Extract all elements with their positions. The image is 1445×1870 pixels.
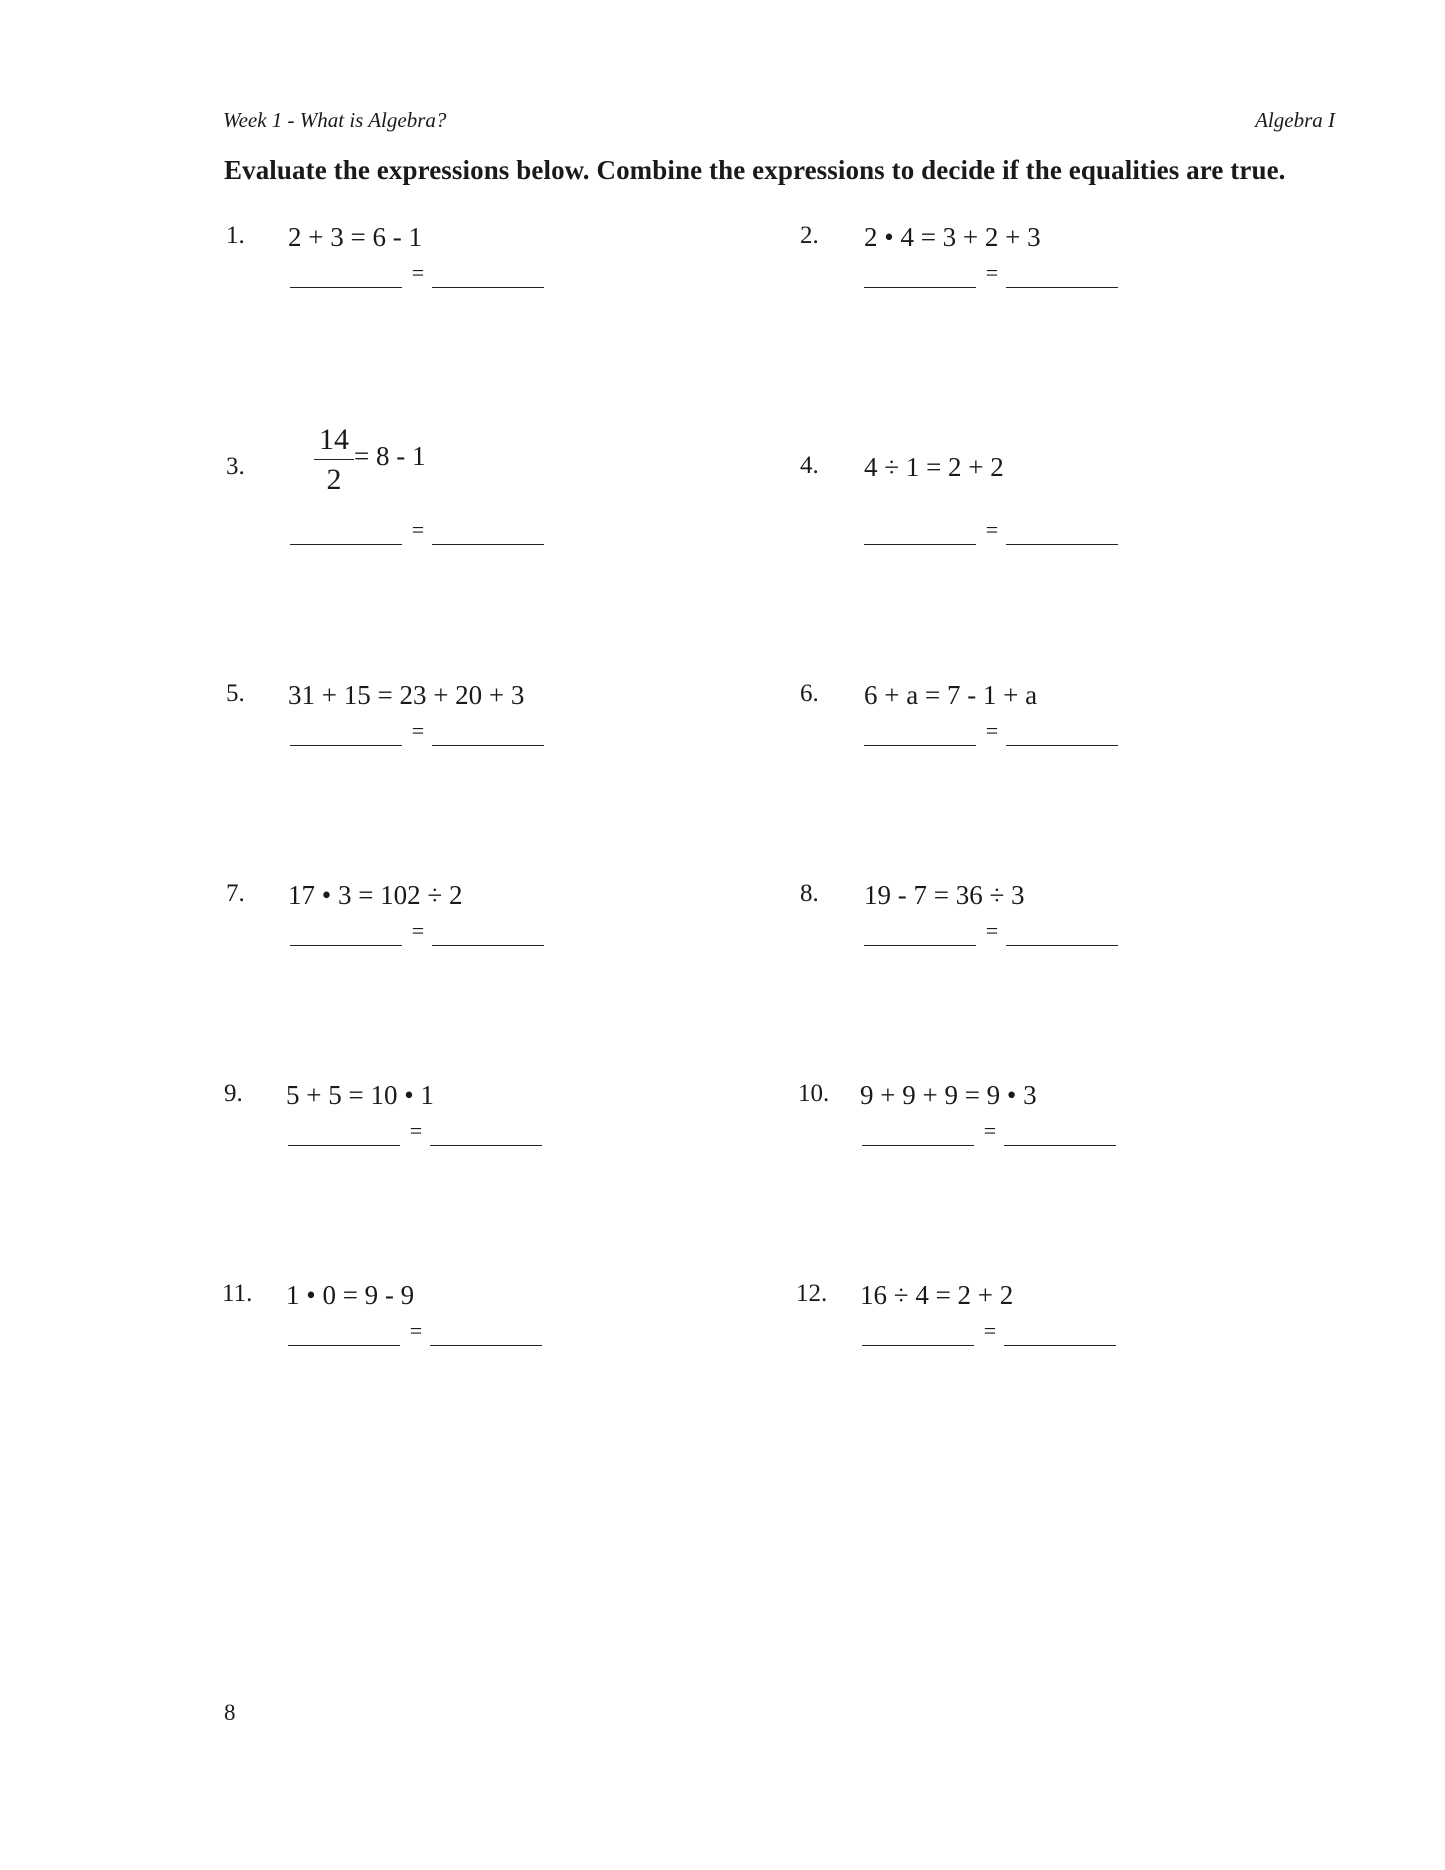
fraction-denominator: 2 bbox=[326, 463, 342, 496]
answer-equals: = bbox=[983, 1118, 997, 1143]
problem-number: 8. bbox=[800, 880, 819, 907]
problem-number: 4. bbox=[800, 452, 819, 479]
header-course-title: Algebra I bbox=[1255, 108, 1335, 132]
answer-blank-right[interactable] bbox=[1006, 544, 1118, 545]
answer-row-9 bbox=[288, 1116, 558, 1146]
answer-blank-right[interactable] bbox=[1006, 745, 1118, 746]
answer-equals: = bbox=[411, 718, 425, 743]
answer-blank-right[interactable] bbox=[1006, 945, 1118, 946]
answer-row-6 bbox=[864, 716, 1134, 746]
answer-row-10 bbox=[862, 1116, 1132, 1146]
answer-row-8 bbox=[864, 916, 1134, 946]
answer-blank-right[interactable] bbox=[432, 945, 544, 946]
answer-equals: = bbox=[985, 718, 999, 743]
problem-number: 11. bbox=[222, 1280, 253, 1307]
answer-blank-right[interactable] bbox=[432, 544, 544, 545]
problem-number: 5. bbox=[226, 680, 245, 707]
problem-expression: 9 + 9 + 9 = 9 • 3 bbox=[860, 1080, 1037, 1110]
answer-equals: = bbox=[985, 517, 999, 542]
problem-expression: 17 • 3 = 102 ÷ 2 bbox=[288, 880, 463, 910]
problem-expression: 2 • 4 = 3 + 2 + 3 bbox=[864, 222, 1041, 252]
problem-expression: 4 ÷ 1 = 2 + 2 bbox=[864, 452, 1004, 482]
answer-blank-left[interactable] bbox=[864, 945, 976, 946]
problem-expression: 6 + a = 7 - 1 + a bbox=[864, 680, 1038, 710]
instructions: Evaluate the expressions below. Combine the expressions to decide if the equalities are true. bbox=[224, 155, 1286, 185]
answer-row-7 bbox=[290, 916, 560, 946]
answer-row-12 bbox=[862, 1316, 1132, 1346]
answer-blank-right[interactable] bbox=[1006, 287, 1118, 288]
answer-row-4 bbox=[864, 515, 1134, 545]
problem-number: 12. bbox=[796, 1280, 828, 1307]
answer-blank-left[interactable] bbox=[862, 1145, 974, 1146]
answer-equals: = bbox=[411, 918, 425, 943]
problem-number: 9. bbox=[224, 1080, 243, 1107]
answer-blank-left[interactable] bbox=[290, 287, 402, 288]
problem-expression: 1 • 0 = 9 - 9 bbox=[286, 1280, 415, 1310]
problem-number: 10. bbox=[798, 1080, 830, 1107]
answer-row-11 bbox=[288, 1316, 558, 1346]
answer-blank-left[interactable] bbox=[290, 745, 402, 746]
answer-blank-left[interactable] bbox=[864, 287, 976, 288]
answer-row-2 bbox=[864, 258, 1134, 288]
answer-row-1 bbox=[290, 258, 560, 288]
answer-equals: = bbox=[409, 1318, 423, 1343]
answer-equals: = bbox=[411, 260, 425, 285]
answer-blank-left[interactable] bbox=[864, 745, 976, 746]
answer-blank-right[interactable] bbox=[430, 1345, 542, 1346]
answer-row-5 bbox=[290, 716, 560, 746]
problem-expression: = 8 - 1 bbox=[354, 441, 426, 471]
problem-expression: 5 + 5 = 10 • 1 bbox=[286, 1080, 434, 1110]
answer-blank-left[interactable] bbox=[864, 544, 976, 545]
answer-blank-left[interactable] bbox=[290, 544, 402, 545]
answer-blank-right[interactable] bbox=[1004, 1145, 1116, 1146]
answer-blank-left[interactable] bbox=[288, 1345, 400, 1346]
answer-equals: = bbox=[411, 517, 425, 542]
answer-blank-left[interactable] bbox=[290, 945, 402, 946]
problem-expression: 2 + 3 = 6 - 1 bbox=[288, 222, 422, 252]
header-week-title: Week 1 - What is Algebra? bbox=[223, 108, 447, 132]
answer-equals: = bbox=[985, 260, 999, 285]
problem-number: 7. bbox=[226, 880, 245, 907]
answer-equals: = bbox=[409, 1118, 423, 1143]
fraction-bar bbox=[314, 459, 354, 460]
problem-expression: 16 ÷ 4 = 2 + 2 bbox=[860, 1280, 1014, 1310]
problem-number: 6. bbox=[800, 680, 819, 707]
answer-blank-right[interactable] bbox=[430, 1145, 542, 1146]
answer-blank-right[interactable] bbox=[1004, 1345, 1116, 1346]
answer-blank-left[interactable] bbox=[288, 1145, 400, 1146]
problem-number: 3. bbox=[226, 453, 245, 480]
problem-expression: 19 - 7 = 36 ÷ 3 bbox=[864, 880, 1025, 910]
problem-number: 1. bbox=[226, 222, 245, 249]
answer-blank-right[interactable] bbox=[432, 287, 544, 288]
answer-blank-right[interactable] bbox=[432, 745, 544, 746]
problem-number: 2. bbox=[800, 222, 819, 249]
fraction-numerator: 14 bbox=[319, 423, 349, 456]
answer-equals: = bbox=[983, 1318, 997, 1343]
answer-equals: = bbox=[985, 918, 999, 943]
problem-expression: 31 + 15 = 23 + 20 + 3 bbox=[288, 680, 525, 710]
page-number: 8 bbox=[224, 1700, 236, 1725]
answer-row-3 bbox=[290, 515, 560, 545]
answer-blank-left[interactable] bbox=[862, 1345, 974, 1346]
